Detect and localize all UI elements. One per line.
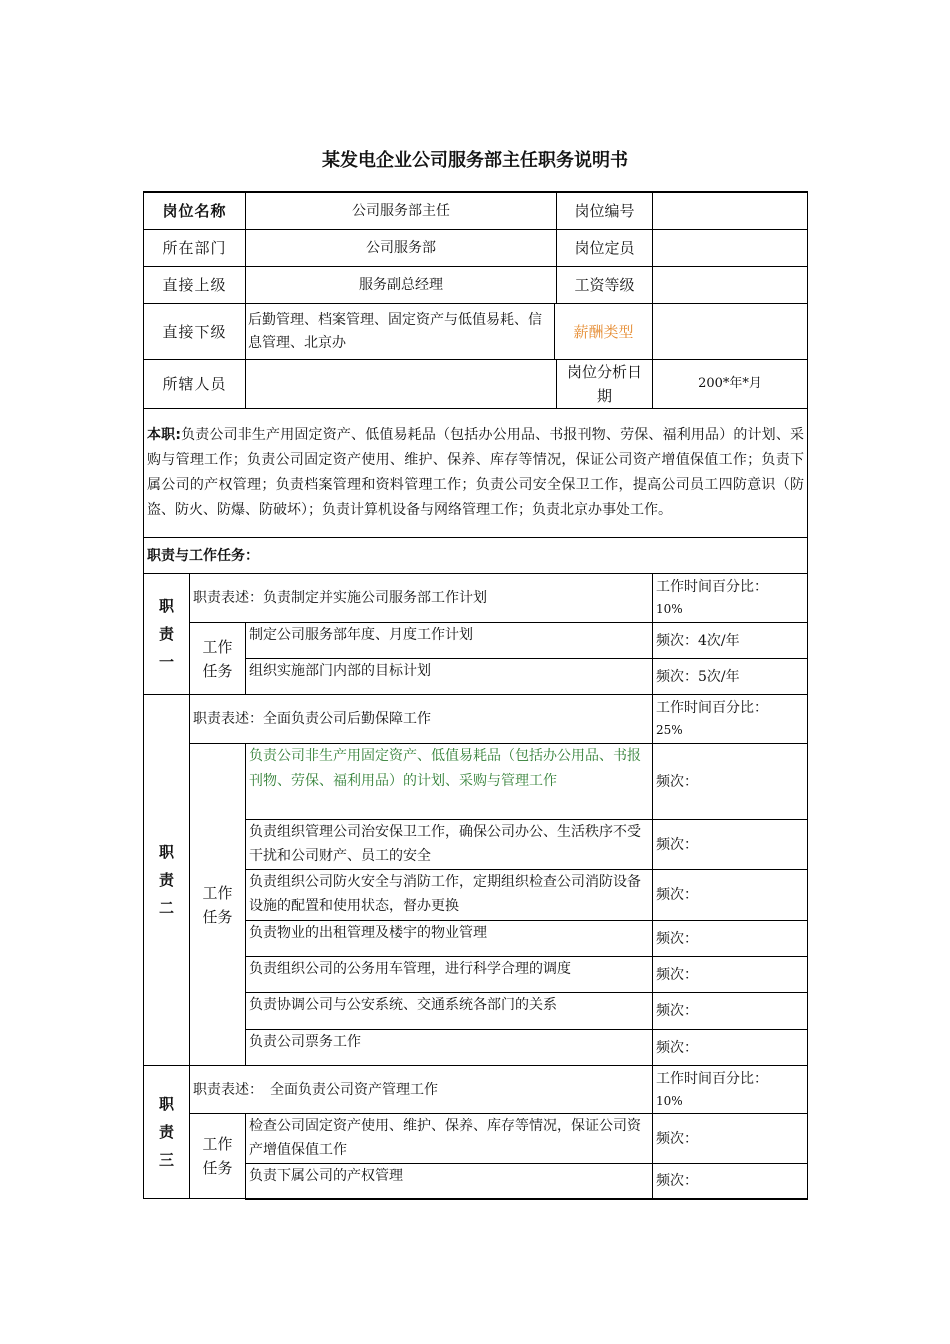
salary-grade-label: 工资等级 bbox=[574, 276, 635, 294]
analysis-date-value: 200*年*月 bbox=[653, 360, 808, 409]
duty-3-label: 职 责 三 bbox=[144, 1066, 190, 1199]
duty-1-time-label: 工作时间百分比： bbox=[656, 579, 769, 595]
duty-3-task-2-freq: 频次： bbox=[653, 1164, 808, 1199]
salary-grade-value bbox=[653, 267, 808, 304]
subordinate-label: 直接下级 bbox=[144, 304, 246, 360]
duty-2-statement: 职责表述：全面负责公司后勤保障工作 bbox=[190, 695, 653, 744]
duty-1-statement: 职责表述：负责制定并实施公司服务部工作计划 bbox=[190, 574, 653, 623]
duty-2-task-3: 负责组织公司防火安全与消防工作，定期组织检查公司消防设备设施的配置和使用状态，督办更换 bbox=[246, 870, 653, 921]
duty-2-time-value: 25% bbox=[656, 723, 683, 737]
staff-value bbox=[246, 360, 557, 408]
position-code-label: 岗位编号 bbox=[574, 202, 635, 220]
duty-3-task-1-freq: 频次： bbox=[653, 1114, 808, 1164]
superior-value: 服务副总经理 bbox=[246, 267, 557, 303]
headcount-label: 岗位定员 bbox=[574, 239, 635, 257]
duty-1-task-1-freq: 频次：4次/年 bbox=[653, 623, 808, 659]
department-value: 公司服务部 bbox=[246, 230, 557, 266]
duty-3-statement: 职责表述： 全面负责公司资产管理工作 bbox=[190, 1066, 653, 1114]
duty-2-task-1: 负责公司非生产用固定资产、低值易耗品（包括办公用品、书报刊物、劳保、福利用品）的计划、采购与管理工作 bbox=[246, 744, 653, 820]
duty-1-task-label: 工作 任务 bbox=[190, 623, 246, 695]
duty-2-time bbox=[653, 695, 808, 744]
duty-2-task-6-freq: 频次： bbox=[653, 993, 808, 1030]
subordinate-value: 后勤管理、档案管理、固定资产与低值易耗、信息管理、北京办 bbox=[246, 304, 555, 359]
headcount-value bbox=[653, 230, 808, 267]
analysis-date-label: 岗位分析日期 bbox=[567, 363, 643, 405]
staff-label: 所辖人员 bbox=[144, 360, 246, 409]
duty-1-task-2-freq: 频次：5次/年 bbox=[653, 659, 808, 695]
pay-type-label: 薪酬类型 bbox=[573, 322, 634, 341]
department-label: 所在部门 bbox=[144, 230, 246, 267]
core-duty-label: 本职: bbox=[147, 427, 181, 443]
core-duty-text: 负责公司非生产用固定资产、低值易耗品（包括办公用品、书报刊物、劳保、福利用品）的计划、采购与管理工作；负责公司固定资产使用、维护、保养、库存等情况，保证公司资产增值保值工作；负责下属公司的产权管理；负责档案管理和资料管理工作；负责公司安全保卫工作，提高公司员工四防意识（防盗、防火、防爆、防破坏）；负责计算机设备与网络管理工作；负责北京办事处工作。 bbox=[147, 427, 805, 518]
duty-3-task-label: 工作 任务 bbox=[190, 1114, 246, 1199]
duty-1-task-1: 制定公司服务部年度、月度工作计划 bbox=[246, 623, 653, 659]
duty-2-task-7: 负责公司票务工作 bbox=[246, 1030, 653, 1066]
duty-2-time-label: 工作时间百分比： bbox=[656, 700, 769, 716]
position-code-value bbox=[653, 192, 808, 230]
duty-2-task-1-freq: 频次： bbox=[653, 744, 808, 820]
job-description-table bbox=[143, 191, 808, 1200]
core-duty-block bbox=[144, 409, 808, 538]
duty-1-label: 职 责 一 bbox=[144, 574, 190, 695]
duty-2-task-7-freq: 频次： bbox=[653, 1030, 808, 1066]
duty-2-task-label: 工作 任务 bbox=[190, 744, 246, 1066]
duty-3-task-2: 负责下属公司的产权管理 bbox=[246, 1164, 653, 1199]
duty-3-time-value: 10% bbox=[656, 1093, 683, 1108]
duty-2-task-6: 负责协调公司与公安系统、交通系统各部门的关系 bbox=[246, 993, 653, 1030]
staff-cell bbox=[246, 360, 653, 409]
position-name-label: 岗位名称 bbox=[144, 192, 246, 230]
superior-label: 直接上级 bbox=[144, 267, 246, 304]
duty-2-task-2-freq: 频次： bbox=[653, 820, 808, 870]
duty-2-task-5: 负责组织公司的公务用车管理，进行科学合理的调度 bbox=[246, 957, 653, 993]
position-name-cell bbox=[246, 192, 653, 230]
duty-2-task-4: 负责物业的出租管理及楼宇的物业管理 bbox=[246, 921, 653, 957]
duty-3-time bbox=[653, 1066, 808, 1114]
duty-3-time-label: 工作时间百分比： bbox=[656, 1070, 769, 1087]
duty-1-time-value: 10% bbox=[656, 602, 683, 616]
pay-type-value bbox=[653, 304, 808, 360]
duty-1-time bbox=[653, 574, 808, 623]
page-title: 某发电企业公司服务部主任职务说明书 bbox=[322, 150, 628, 171]
subordinate-cell bbox=[246, 304, 653, 360]
department-cell bbox=[246, 230, 653, 267]
duty-2-task-2: 负责组织管理公司治安保卫工作，确保公司办公、生活秩序不受干扰和公司财产、员工的安全 bbox=[246, 820, 653, 870]
duty-2-task-4-freq: 频次： bbox=[653, 921, 808, 957]
position-name-value: 公司服务部主任 bbox=[246, 193, 557, 229]
duty-2-label: 职 责 二 bbox=[144, 695, 190, 1066]
duty-1-task-2: 组织实施部门内部的目标计划 bbox=[246, 659, 653, 695]
superior-cell bbox=[246, 267, 653, 304]
duty-2-task-3-freq: 频次： bbox=[653, 870, 808, 921]
duty-2-task-5-freq: 频次： bbox=[653, 957, 808, 993]
duties-section-header: 职责与工作任务： bbox=[144, 538, 808, 574]
duty-3-task-1: 检查公司固定资产使用、维护、保养、库存等情况，保证公司资产增值保值工作 bbox=[246, 1114, 653, 1164]
